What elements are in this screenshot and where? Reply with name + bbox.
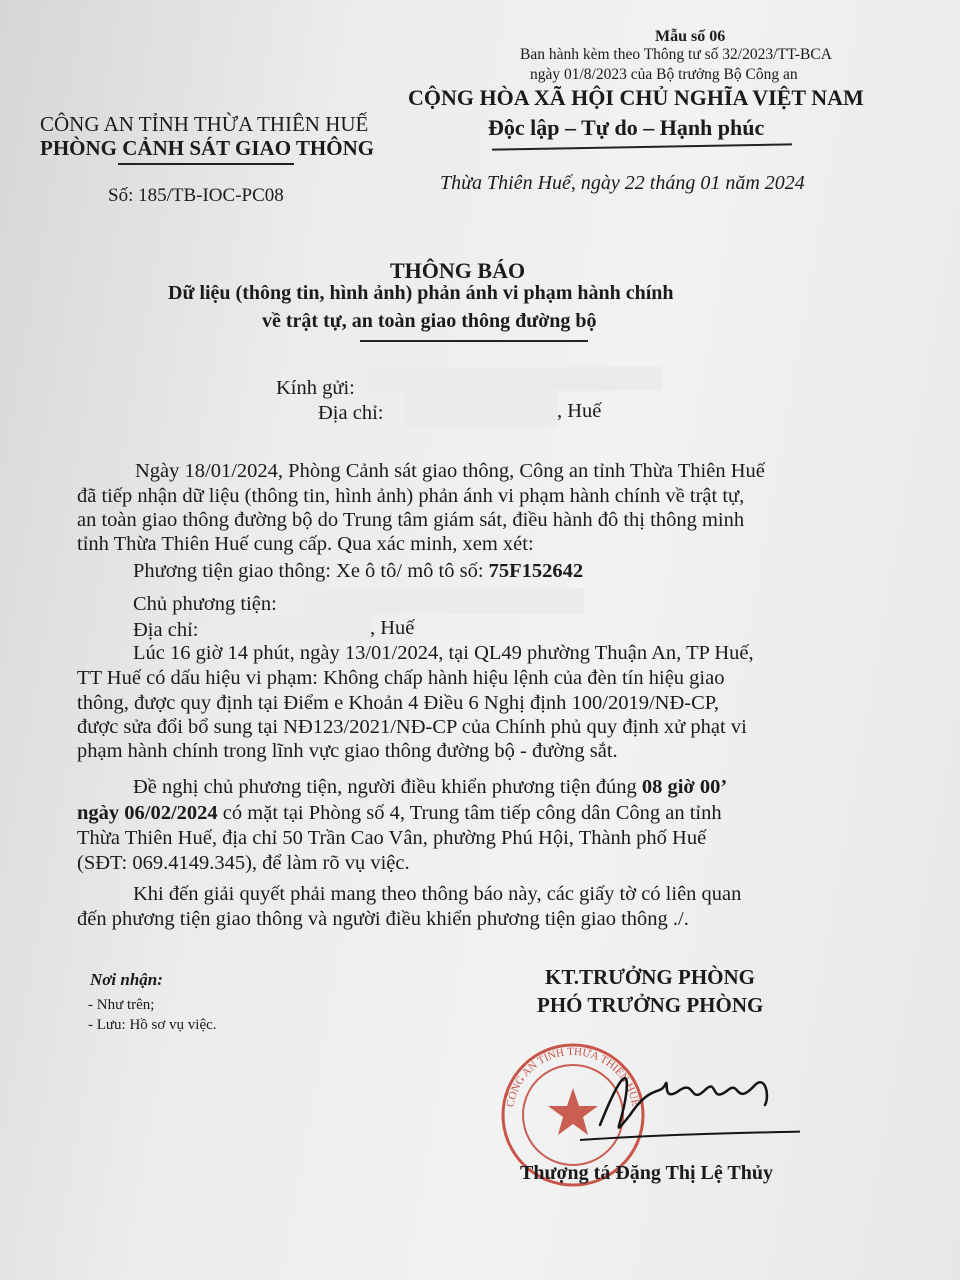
recipient-address-label: Địa chỉ: [318, 402, 384, 424]
body-p3-line2 [77, 802, 722, 825]
body-p3-line1-text: Đề nghị chủ phương tiện, người điều khiển phương tiện đúng [133, 776, 637, 798]
form-issued-with: Ban hành kèm theo Thông tư số 32/2023/TT-BCA [520, 46, 832, 63]
body-p4-line2: đến phương tiện giao thông và người điều khiển phương tiện giao thông ./. [77, 908, 689, 930]
signature-title-line1: KT.TRƯỞNG PHÒNG [545, 965, 755, 989]
country-name: CỘNG HÒA XÃ HỘI CHỦ NGHĨA VIỆT NAM [408, 85, 864, 110]
owner-address-label: Địa chỉ: [133, 619, 199, 641]
vehicle-line [133, 560, 583, 583]
form-number: Mẫu số 06 [655, 28, 726, 45]
body-p2-line5: phạm hành chính trong lĩnh vực giao thông đường bộ - đường sắt. [77, 740, 618, 762]
body-p1-line4: tỉnh Thừa Thiên Huế cung cấp. Qua xác minh, xem xét: [77, 533, 534, 555]
recipient-label: Kính gửi: [276, 377, 355, 399]
recipients-item: - Lưu: Hồ sơ vụ việc. [88, 1017, 217, 1033]
body-p1-line1: Ngày 18/01/2024, Phòng Cảnh sát giao thông, Công an tỉnh Thừa Thiên Huế [135, 460, 765, 482]
body-p3-line2-text: có mặt tại Phòng số 4, Trung tâm tiếp công dân Công an tỉnh [222, 802, 722, 824]
redacted-owner-name [302, 588, 584, 614]
appointment-date: ngày 06/02/2024 [77, 802, 218, 824]
document-title: THÔNG BÁO [390, 258, 526, 283]
vehicle-label: Phương tiện giao thông: Xe ô tô/ mô tô số: [133, 560, 484, 582]
body-p2-line1: Lúc 16 giờ 14 phút, ngày 13/01/2024, tại QL49 phường Thuận An, TP Huế, [133, 642, 754, 664]
subtitle-underline [360, 340, 588, 342]
owner-label: Chủ phương tiện: [133, 593, 277, 615]
body-p2-line3: thông, được quy định tại Điểm e Khoản 4 Điều 6 Nghị định 100/2019/NĐ-CP, [77, 692, 720, 714]
department-underline [118, 163, 294, 165]
body-p2-line4: được sửa đổi bổ sung tại NĐ123/2021/NĐ-CP của Chính phủ quy định xử phạt vi [77, 716, 747, 738]
national-motto: Độc lập – Tự do – Hạnh phúc [488, 115, 765, 140]
body-p4-line1: Khi đến giải quyết phải mang theo thông báo này, các giấy tờ có liên quan [133, 883, 742, 905]
place-date: Thừa Thiên Huế, ngày 22 tháng 01 năm 2024 [440, 172, 805, 194]
document-number: Số: 185/TB-IOC-PC08 [108, 185, 284, 206]
appointment-time: 08 giờ 00’ [641, 776, 728, 798]
recipients-item: - Như trên; [88, 997, 155, 1013]
seal-text: CÔNG AN TỈNH THỪA THIÊN HUẾ [504, 1045, 642, 1109]
redacted-recipient-name [368, 367, 663, 391]
owner-address-tail: , Huế [370, 617, 415, 639]
body-p2-line2: TT Huế có dấu hiệu vi phạm: Không chấp hành hiệu lệnh của đèn tín hiệu giao [77, 667, 725, 689]
form-issued-by: ngày 01/8/2023 của Bộ trưởng Bộ Công an [530, 66, 798, 83]
vehicle-plate: 75F152642 [488, 560, 584, 582]
agency-name: CÔNG AN TỈNH THỪA THIÊN HUẾ [40, 112, 369, 136]
body-p3-line3: Thừa Thiên Huế, địa chỉ 50 Trần Cao Vân, phường Phú Hội, Thành phố Huế [77, 827, 707, 849]
department-name: PHÒNG CẢNH SÁT GIAO THÔNG [40, 136, 375, 160]
body-p1-line2: đã tiếp nhận dữ liệu (thông tin, hình ảnh) phản ánh vi phạm hành chính về trật tự, [77, 485, 745, 507]
redacted-recipient-address [405, 393, 557, 427]
motto-underline [492, 143, 792, 150]
handwritten-signature [560, 1055, 800, 1155]
signature-title-line2: PHÓ TRƯỞNG PHÒNG [537, 993, 764, 1017]
body-p3-line1 [133, 776, 727, 799]
recipient-address-tail: , Huế [557, 400, 602, 422]
body-p3-line4: (SĐT: 069.4149.345), để làm rõ vụ việc. [77, 852, 410, 874]
signer-name: Thượng tá Đặng Thị Lệ Thủy [520, 1162, 773, 1184]
document-subtitle-line1: Dữ liệu (thông tin, hình ảnh) phản ánh vi phạm hành chính [168, 282, 674, 304]
redacted-owner-address [210, 615, 370, 641]
body-p1-line3: an toàn giao thông đường bộ do Trung tâm giám sát, điều hành đô thị thông minh [77, 509, 745, 531]
recipients-heading: Nơi nhận: [90, 970, 163, 989]
document-subtitle-line2: về trật tự, an toàn giao thông đường bộ [262, 310, 597, 332]
